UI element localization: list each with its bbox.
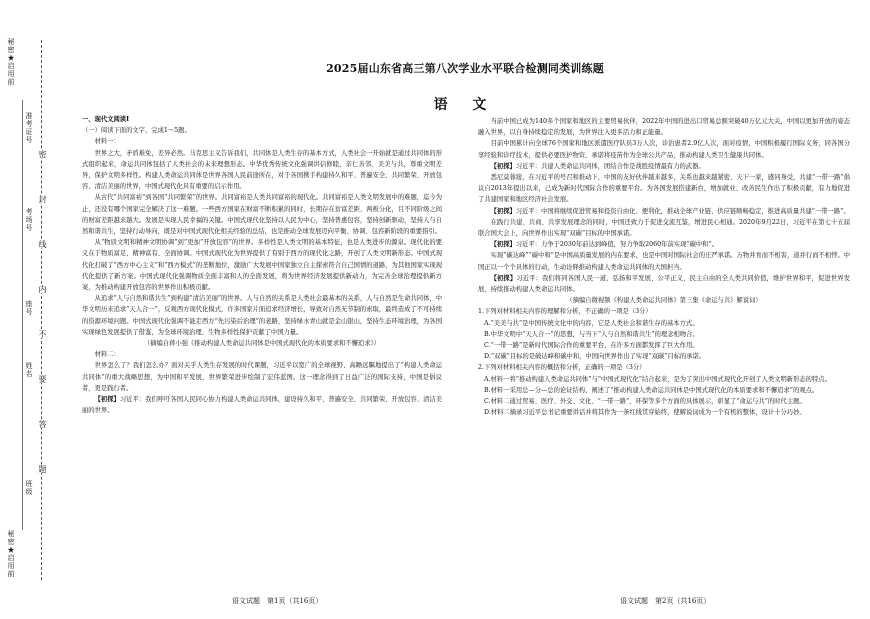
paragraph-text: 世界之大，矛盾难免，差异必然。马克思主义告诉我们，共同体是人类生存的基本方式，人类社会一开始就是通过共同体的形式组织起来，命运共同体包括了人类社会的未来理想形态。中华优秀传统文化强调讲信修睦，亲仁善邻、美美与共，尊重文明差异，保护文明多样性。构建人类命运共同体是世界各国人民前途所在，对于各国携手构建持久和平、普遍安全、共同繁荣、开放包容、清洁美丽的世界，中国式现代化具有重要的启示作用。 [82, 149, 442, 191]
field-label-room: 考场号 [25, 208, 33, 232]
paragraph-text: （摘编自蒋小强《推动构建人类命运共同体是中国式现代化的本质要求和不懈追求》） [143, 340, 381, 348]
exam-title: 2025届山东省高三第八次学业水平联合检测同类训练题 [326, 62, 604, 75]
tag-label: 【初探】 [490, 274, 517, 282]
paragraph-text: 习近平：力争于2030年前达到峰值，努力争取2060年前实现“碳中和”。 [515, 241, 718, 249]
text-paragraph [478, 206, 850, 217]
paragraph-text: 实现“碳达峰”“碳中和”是中国高质量发展的内在要求，也是中国对国际社会的庄严承诺。万物并育而不相害，道并行而不相悖。中国正以一个个具体的行动，生动诠释推动构建人类命运共同体的大国担当。 [478, 252, 850, 271]
tag-label: 【初探】 [490, 162, 516, 170]
page-footer-left: 语文试题 第1页（共16页） [232, 597, 323, 605]
text-paragraph [82, 125, 442, 136]
text-paragraph [478, 116, 850, 138]
text-paragraph [478, 172, 850, 206]
seal-mark: 内 [38, 285, 47, 293]
field-label-seat: 座号 [25, 300, 33, 316]
question-stem [478, 362, 850, 373]
text-paragraph [82, 394, 442, 416]
margin-rule [22, 100, 23, 530]
paragraph-text: A.材料一将“推动构建人类命运共同体”与“中国式现代化”结合起来，是为了突出中国式现代化开创了人类文明新形态的特点。 [484, 375, 831, 383]
answer-option [478, 396, 850, 407]
paragraph-text: D.材料二摘录习近平总书记重要讲话并将其作为一条红线贯穿始终，使解说词成为一个有机的整体，设计十分巧妙。 [484, 409, 806, 417]
text-paragraph [82, 136, 442, 147]
paragraph-text: C.材料二通过贸易、医疗、外交、文化、“一带一路”、环保等多个方面的具体展示，彰显了“命运与共”的时代主题。 [484, 398, 806, 406]
paragraph-text: 习近平：中国将继续促进贸易和投资自由化、便利化，推动全球产业链、供应链顺畅稳定，推进高质量共建“一带一路”。 [515, 207, 850, 215]
corner-label-bottom: 秘密★启用前 [7, 530, 15, 578]
seal-mark: 密 [38, 150, 47, 158]
seal-mark: 答 [38, 420, 47, 428]
paragraph-text: B.中华文明中“天人合一”的思想，与当下“人与自然和谐共生”的理念相吻合。 [484, 330, 699, 338]
subject-title: 语 文 [433, 97, 497, 113]
text-paragraph [82, 349, 442, 360]
text-paragraph [478, 250, 850, 272]
text-paragraph [478, 295, 850, 306]
text-paragraph [82, 192, 442, 237]
paragraph-text: 悉尼莫蓉接，在习近平的号召和推动下，中国的友好伙伴越来越多，关系也越来越紧密，天下一家，感同身受，共建“一带一路”倡议自2013年提出以来，已成为新时代国际合作的重要平台。为各国发展搭建新台，增加就业、改善民生作出了积极贡献，有力地促进了共建国家和地区经济社会发展。 [478, 174, 850, 204]
text-paragraph [478, 138, 850, 160]
paragraph-text: 从追求“人与自然和谐共生”到构建“清洁美丽”的世界。人与自然的关系是人类社会最基本的关系，人与自然是生命共同体，中华文明历来追求“天人合一”，反观西方现代化模式，许多国家片面追求经济增长，导致对自然无节制的索取，最终造成了不可持续的资源环境问题。中国式现代化强调不能走西方“先污染后治理”的老路，坚持绿水青山就是金山银山，坚持生态环境治理，为各国实现绿色发展提供了借鉴，为全球环境治理、生物多样性保护贡献了中国力量。 [82, 295, 442, 336]
text-paragraph [82, 360, 442, 394]
paragraph-text: 1.下列对材料相关内容的理解和分析，不正确的一项是（3分） [478, 308, 652, 316]
paragraph-text: 材料一： [94, 138, 120, 146]
text-paragraph [82, 114, 442, 125]
paragraph-text: 当前中国已成为140多个国家和地区的主要贸易伙伴，2022年中国的进出口贸易总额突破40万亿元大关，中国以更加开放的姿态融入世界，以自身持续稳定的发展，为世界注入更多活力和正能量。 [478, 118, 850, 137]
seal-mark: 封 [38, 195, 47, 203]
text-paragraph [478, 239, 850, 250]
answer-option [478, 351, 850, 362]
field-label-name: 姓名 [25, 362, 33, 378]
answer-option [478, 340, 850, 351]
corner-label-top: 秘密★启用前 [7, 38, 15, 86]
right-column [478, 116, 850, 418]
text-paragraph [478, 161, 850, 172]
text-paragraph [478, 217, 850, 239]
text-paragraph [82, 338, 442, 349]
tag-label: 【初探】 [94, 396, 120, 404]
paragraph-text: 一、现代文阅读Ⅰ [82, 116, 130, 123]
text-paragraph [82, 237, 442, 293]
answer-option [478, 407, 850, 418]
tag-label: 【初探】 [490, 241, 516, 249]
paragraph-text: A.“美美与共”是中国传统文化中的内容，它是人类社会和谐生存的基本方式。 [484, 319, 699, 327]
seal-mark: 题 [38, 465, 47, 473]
paragraph-text: （摘编自微视频《构建人类命运共同体》第三集《命运与共》解说词） [566, 297, 762, 305]
left-column [82, 114, 442, 416]
text-paragraph [82, 293, 442, 338]
cut-line [41, 40, 42, 580]
paragraph-text: C.“一带一路”是新时代国际合作的重要平台，在许多方面都发挥了巨大作用。 [484, 342, 699, 350]
paragraph-text: （一）阅读下面的文字，完成1～5题。 [82, 127, 191, 135]
binding-margin [0, 0, 60, 619]
paragraph-text: B.材料一采用总—分—总的论证结构，阐述了“推动构建人类命运共同体是中国式现代化的本质要求和不懈追求”的观点。 [484, 386, 819, 394]
paragraph-text: 从古代“共同富裕”到各国“共同繁荣”的世界。共同富裕是人类共同富裕的现代化。共同富裕是人类文明发展中的难题，迄今为止，还没有哪个国家完全解决了这一难题。一些西方国家在财富不断积累的同时，长期存在贫富差距、两极分化，且不同阶级之间的财富差距越来越大。发展是实现人民幸福的关键。中国式现代化坚持以人民为中心，坚持普惠包容，坚持创新驱动，坚持人与自然和谐共生，坚持行动导向，既是对中国式现代化相关经验的总结，也是推动全球发展迈向平衡、协调、包容新阶段的重要指引。 [82, 194, 442, 236]
paragraph-text: 目前中国累计向全球76个国家和地区派遣医疗队员3万人次，诊治患者2.9亿人次，面对疫情，中国积极履行国际义务，同各国分享经验和诊疗技术，提供必要医护物资，承诺将疫苗作为全球公共产品，推动构建人类卫生健康共同体。 [478, 140, 850, 159]
seal-mark: 要 [38, 375, 47, 383]
question-stem [478, 306, 850, 317]
answer-option [478, 329, 850, 340]
seal-mark: 不 [38, 330, 47, 338]
paragraph-text: 习近平：我们呼吁各国人民同心协力构建人类命运共同体，建设持久和平、普遍安全、共同繁荣、开放包容、清洁美丽的世界。 [82, 396, 443, 415]
seal-mark: 线 [38, 240, 47, 248]
paragraph-text: 习近平：共建人类命运共同体，团结合作是战胜疫情最有力的武器。 [515, 162, 705, 170]
tag-label: 【初探】 [490, 207, 516, 215]
text-paragraph [478, 273, 850, 295]
paragraph-text: D.“双碳”目标的是破达峰和碳中和，中国向世界作出了实现“双碳”目标的承诺。 [484, 353, 706, 361]
paragraph-text: 在践行共建、共商、共享发展理念的同时，中国还致力于促进交流互鉴，增进民心相通。2020年9月22日，习近平在第七十五届联合国大会上，向世界作出实现“双碳”目标的中国承诺。 [478, 218, 850, 238]
paragraph-text: 从“物质文明和精神文明协调”到“更加“开放包容”的世界。多样性是人类文明的基本特征，也是人类进步的源泉。现代化的要义在于物质富足、精神富有、全面协调。中国式现代化为世界提供了有别于西方的现代化之路，开创了人类文明新形态。中国式现代化打破了“西方中心主义”和“西方模式”的垄断地位，激励广大发展中国家独立自主探索符合自己国情的道路，为其他国家实现现代化提供了新方案。中国式现代化强调物质全面丰富和人的全面发展，将为世界经济发展提供新动力，为完善全球治理提供新方案，为推动构建开放包容的世界作出积极贡献。 [82, 239, 442, 292]
paragraph-text: 习近平：我们将同各国人民一道，弘扬和平发展、公平正义、民主自由的全人类共同价值，维护世界和平，促进世界发展，持续推动构建人类命运共同体。 [478, 274, 851, 294]
text-paragraph [82, 148, 442, 193]
answer-option [478, 318, 850, 329]
exam-header [60, 60, 870, 114]
answer-option [478, 374, 850, 385]
paragraph-text: 世界怎么了？我们怎么办？面对关乎人类生存发展的时代课题，习近平以宽广的全球视野、高瞻远瞩地提出了“构建人类命运共同体”的重大战略思想，为中国和平发展、世界繁荣进步绘制了宏伟蓝图。这一理念得到了日益广泛的国际支持，中国是倡议者，更是践行者。 [82, 362, 442, 392]
field-label-class: 班级 [25, 480, 33, 496]
field-label-exam-no: 准考证号 [25, 112, 33, 144]
page-footer-right: 语文试题 第2页（共16页） [620, 597, 711, 605]
answer-option [478, 385, 850, 396]
paragraph-text: 材料二： [94, 351, 120, 359]
paragraph-text: 2.下列对材料相关内容的概括和分析，正确的一项是（3分） [478, 364, 646, 372]
